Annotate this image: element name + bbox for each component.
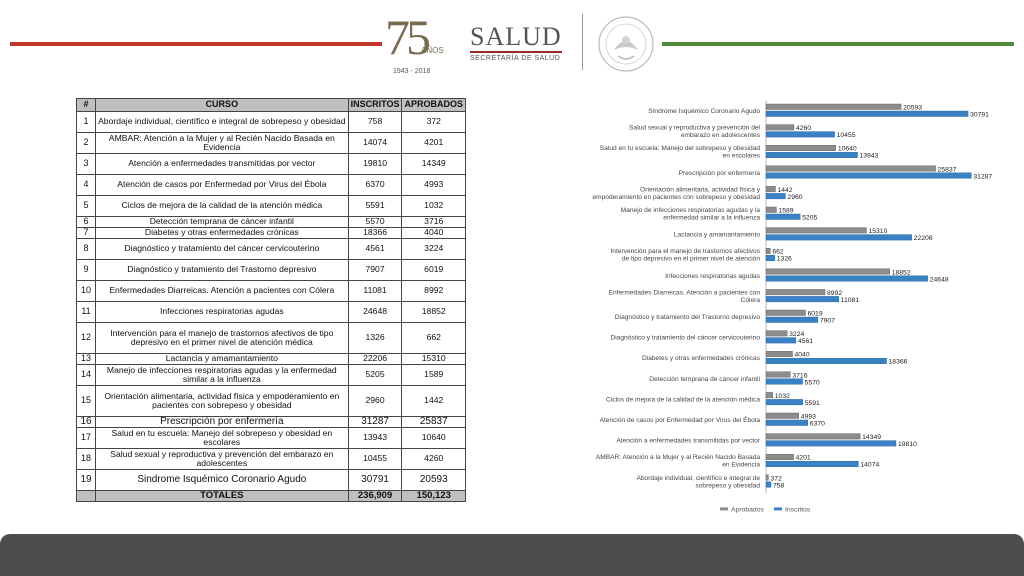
bar-inscritos [766,255,775,261]
row-aprobados: 4040 [402,228,466,239]
category-label: AMBAR: Atención a la Mujer y al Recién Nacido Basada en Evidencia [595,454,760,469]
table-row [77,217,466,228]
row-curso: Salud en tu escuela: Manejo del sobrepeso y obesidad en escolares [96,428,349,449]
row-number: 11 [77,302,96,323]
row-number: 1 [77,112,96,133]
brand-underline [470,51,562,53]
category-label: Enfermedades Diarreicas. Atención a pacientes con Cólera [608,289,760,304]
data-label: 13943 [859,152,879,160]
legend-swatch-aprobados [720,507,728,510]
bar-inscritos [766,358,887,364]
logo-number: 75 [385,9,427,65]
table-row [77,239,466,260]
row-curso: Prescripción por enfermería [96,417,349,428]
category-label: Diagnóstico y tratamiento del Trastorno depresivo [614,314,760,321]
bar-inscritos [766,152,858,158]
data-label: 10640 [837,145,857,153]
table-row [77,196,466,217]
data-label: 3224 [789,331,805,339]
row-number: 8 [77,239,96,260]
totals-label: TOTALES [96,491,349,502]
row-number: 15 [77,386,96,417]
row-curso: Intervención para el manejo de trastornos afectivos de tipo depresivo en el primer nivel de atención médica [96,323,349,354]
row-aprobados: 14349 [402,154,466,175]
row-inscritos: 5570 [348,217,402,228]
data-label: 10455 [836,132,856,140]
bar-aprobados [766,434,860,440]
row-aprobados: 25837 [402,417,466,428]
data-label: 14349 [862,434,882,442]
data-label: 4561 [797,338,814,346]
row-curso: Infecciones respiratorias agudas [96,302,349,323]
category-label: Atención a enfermedades transmitidas por vector [616,437,760,445]
table-row [77,365,466,386]
row-curso: Salud sexual y reproductiva y prevención del embarazo en adolescentes [96,449,349,470]
row-inscritos: 24648 [348,302,402,323]
table-row [77,175,466,196]
bar-inscritos [766,482,771,488]
data-label: 20593 [903,104,923,112]
row-aprobados: 18852 [402,302,466,323]
data-label: 25837 [937,166,957,174]
row-curso: AMBAR: Atención a la Mujer y al Recién Nacido Basada en Evidencia [96,133,349,154]
table-row [77,302,466,323]
row-aprobados: 8992 [402,281,466,302]
row-aprobados: 1442 [402,386,466,417]
bar-aprobados [766,145,836,151]
row-curso: Sindrome Isquémico Coronario Agudo [96,470,349,491]
row-number: 16 [77,417,96,428]
row-aprobados: 1589 [402,365,466,386]
category-label: Abordaje individual, científico e integral de sobrepeso y obesidad [636,474,760,490]
bar-inscritos [766,379,803,385]
bar-inscritos [766,132,835,138]
row-inscritos: 5205 [348,365,402,386]
row-number: 5 [77,196,96,217]
data-label: 1326 [776,255,792,263]
row-inscritos: 7907 [348,260,402,281]
bar-inscritos [766,399,803,405]
bar-aprobados [766,228,866,234]
data-label: 30791 [970,111,989,119]
table-row [77,386,466,417]
header-inscritos: INSCRITOS [348,99,402,112]
row-inscritos: 19810 [348,154,402,175]
row-curso: Ciclos de mejora de la calidad de la atención médica [96,196,349,217]
row-aprobados: 372 [402,112,466,133]
category-label: Prescripción por enfermería [678,169,760,177]
bar-inscritos [766,441,896,447]
data-label: 662 [772,248,784,256]
row-aprobados: 4993 [402,175,466,196]
data-label: 1589 [778,207,794,215]
row-inscritos: 30791 [348,470,402,491]
row-curso: Detección temprana de cáncer infantil [96,217,349,228]
footer-bar [0,534,1024,576]
data-label: 6019 [807,310,823,318]
row-number: 13 [77,354,96,365]
table-row [77,133,466,154]
data-label: 758 [772,482,785,490]
row-aprobados: 20593 [402,470,466,491]
table-row [77,417,466,428]
category-label: Síndrome Isquémico Coronario Agudo [648,108,760,115]
row-aprobados: 3224 [402,239,466,260]
table-row [77,323,466,354]
table-row [77,281,466,302]
row-inscritos: 14074 [348,133,402,154]
totals-inscritos: 236,909 [348,491,402,502]
logo-anos: AÑOS [421,46,444,55]
bar-inscritos [766,296,839,302]
logo-years: 1943 - 2018 [393,68,431,75]
category-label: Intervención para el manejo de trastornos afectivos de tipo depresivo en el primer nivel de atención [610,248,760,263]
bar-aprobados [766,186,775,192]
bar-aprobados [766,454,794,460]
category-label: Infecciones respiratorias agudas [665,272,760,280]
bar-inscritos [766,461,858,467]
row-number: 19 [77,470,96,491]
table-row [77,428,466,449]
row-number: 10 [77,281,96,302]
bar-aprobados [766,413,799,419]
bar-inscritos [766,214,800,220]
data-label: 1032 [774,392,790,400]
legend-label-aprobados: Aprobados [731,506,764,514]
bar-aprobados [766,475,768,481]
row-curso: Enfermedades Diarreicas. Atención a pacientes con Cólera [96,281,349,302]
bar-aprobados [766,392,773,398]
row-curso: Atención de casos por Enfermedad por Virus del Ébola [96,175,349,196]
row-aprobados: 15310 [402,354,466,365]
bar-aprobados [766,289,825,295]
header-red-line [10,42,382,46]
data-label: 4201 [795,454,811,462]
totals-empty [77,491,96,502]
data-label: 3716 [792,372,808,380]
bar-aprobados [766,269,890,275]
data-label: 18366 [888,358,908,366]
table-row [77,112,466,133]
row-number: 12 [77,323,96,354]
data-label: 2960 [787,193,803,201]
category-label: Salud en tu escuela: Manejo del sobrepeso y obesidad en escolares [599,145,760,160]
row-inscritos: 2960 [348,386,402,417]
bar-inscritos [766,276,928,282]
category-label: Detección temprana de cáncer infantil [649,375,760,383]
row-inscritos: 1326 [348,323,402,354]
data-label: 1442 [777,186,793,194]
row-curso: Lactancia y amamantamiento [96,354,349,365]
category-label: Manejo de infecciones respiratorias agudas y la enfermedad similar a la influenza [620,207,760,222]
row-number: 18 [77,449,96,470]
data-label: 31287 [973,173,993,181]
row-inscritos: 13943 [348,428,402,449]
anniversary-logo [385,10,445,74]
data-label: 18852 [891,269,911,277]
row-aprobados: 4260 [402,449,466,470]
national-seal-icon [596,14,656,74]
row-aprobados: 4201 [402,133,466,154]
row-number: 6 [77,217,96,228]
data-label: 14074 [860,461,880,469]
row-curso: Manejo de infecciones respiratorias agudas y la enfermedad similar a la influenza [96,365,349,386]
row-inscritos: 31287 [348,417,402,428]
bar-inscritos [766,173,971,179]
row-curso: Diagnóstico y tratamiento del Trastorno depresivo [96,260,349,281]
bar-aprobados [766,331,787,337]
row-number: 2 [77,133,96,154]
table-row [77,154,466,175]
legend-swatch-inscritos [774,507,782,510]
table-row [77,260,466,281]
row-curso: Orientación alimentaria, actividad física y empoderamiento en pacientes con sobrepeso y obesidad [96,386,349,417]
bar-aprobados [766,207,776,213]
row-inscritos: 11081 [348,281,402,302]
bar-inscritos [766,420,808,426]
data-label: 8992 [827,289,843,297]
header-number: # [77,99,96,112]
row-inscritos: 5591 [348,196,402,217]
data-label: 372 [770,475,782,483]
data-label: 7907 [819,317,836,325]
bar-aprobados [766,166,936,172]
data-label: 22206 [913,235,933,243]
category-label: Salud sexual y reproductiva y prevención del embarazo en adolescentes [629,124,760,140]
row-number: 9 [77,260,96,281]
bar-aprobados [766,104,901,110]
row-aprobados: 10640 [402,428,466,449]
table-row [77,228,466,239]
table-header-row [77,99,466,112]
data-label: 4260 [795,125,812,133]
row-number: 17 [77,428,96,449]
data-label: 24648 [929,276,949,284]
category-label: Atención de casos por Enfermedad por Virus del Ébola [599,417,760,424]
header-aprobados: APROBADOS [402,99,466,112]
table-row [77,449,466,470]
table-row [77,470,466,491]
row-aprobados: 1032 [402,196,466,217]
row-curso: Diagnóstico y tratamiento del cáncer cervicouterino [96,239,349,260]
header-divider [582,14,583,70]
data-label: 4040 [794,351,810,359]
data-label: 5591 [804,399,820,407]
data-label: 5205 [802,214,818,222]
data-label: 6370 [809,420,825,428]
row-inscritos: 18366 [348,228,402,239]
row-number: 14 [77,365,96,386]
bar-aprobados [766,248,770,254]
row-number: 7 [77,228,96,239]
data-label: 19810 [898,441,917,449]
category-label: Diabetes y otras enfermedades crónicas [641,355,760,363]
totals-aprobados: 150,123 [402,491,466,502]
bar-inscritos [766,338,796,344]
category-label: Ciclos de mejora de la calidad de la atención médica [606,396,760,404]
row-number: 3 [77,154,96,175]
totals-row [77,491,466,502]
table-row [77,354,466,365]
category-label: Diagnóstico y tratamiento del cáncer cervicouterino [610,334,760,342]
row-curso: Atención a enfermedades transmitidas por vector [96,154,349,175]
bar-chart [520,96,1000,524]
data-label: 15310 [868,228,888,236]
data-label: 4993 [800,413,816,421]
row-inscritos: 758 [348,112,402,133]
row-aprobados: 3716 [402,217,466,228]
row-aprobados: 662 [402,323,466,354]
legend-label-inscritos: Inscritos [785,506,811,514]
bar-inscritos [766,193,785,199]
row-inscritos: 6370 [348,175,402,196]
courses-table [76,98,466,502]
bar-aprobados [766,125,794,131]
data-label: 11081 [840,296,860,304]
brand-title: SALUD [470,22,562,51]
row-inscritos: 4561 [348,239,402,260]
row-aprobados: 6019 [402,260,466,281]
brand-subtitle: SECRETARÍA DE SALUD [470,55,561,62]
bar-inscritos [766,111,968,117]
bar-inscritos [766,235,912,241]
category-label: Orientación alimentaria, actividad física y empoderamiento en pacientes con sobrepeso y obesidad [592,186,760,201]
bar-aprobados [766,351,793,357]
header-green-line [662,42,1014,46]
bar-aprobados [766,310,805,316]
row-inscritos: 10455 [348,449,402,470]
header-curso: CURSO [96,99,349,112]
data-label: 5570 [804,379,820,387]
bar-aprobados [766,372,790,378]
bar-inscritos [766,317,818,323]
row-curso: Diabetes y otras enfermedades crónicas [96,228,349,239]
row-number: 4 [77,175,96,196]
category-label: Lactancia y amamantamiento [673,231,760,239]
row-inscritos: 22206 [348,354,402,365]
row-curso: Abordaje individual, científico e integral de sobrepeso y obesidad [96,112,349,133]
